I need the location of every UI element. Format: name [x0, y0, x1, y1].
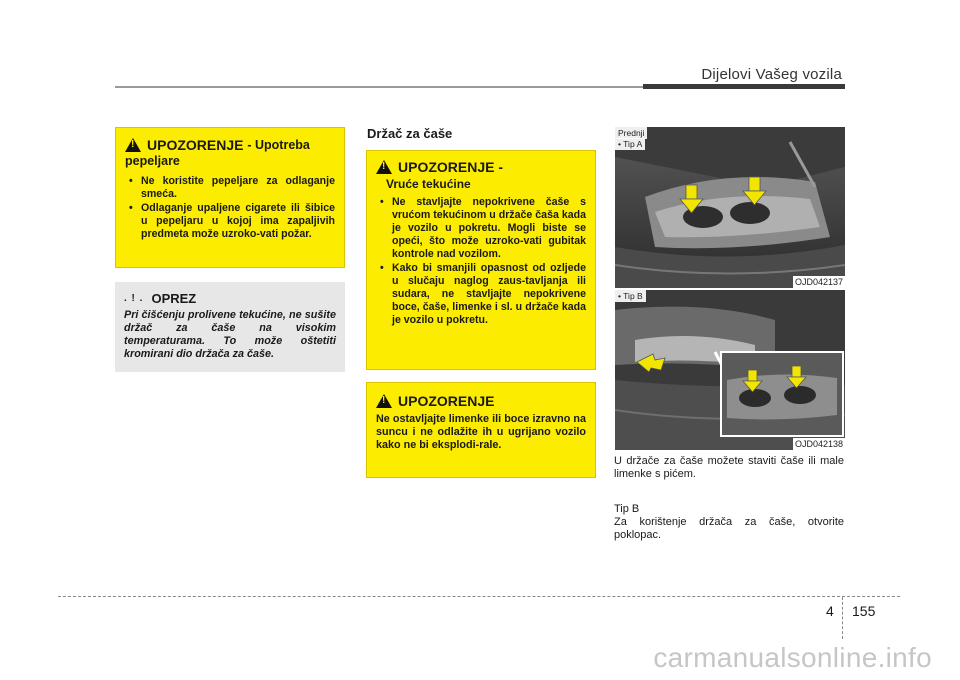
list-item: • Ne koristite pepeljare za odlaganje smeća. [125, 175, 335, 201]
list-item: • Ne stavljajte nepokrivene čaše s vrućom tekućinom u držače čaša kada je vozilo u pokretu. Mogli biste se opeći, što može uzroko-vati gubitak kontrole nad vozilom. [376, 196, 586, 261]
list-item: • Odlaganje upaljene cigarete ili šibice u pepeljaru u kojoj ima zapaljivih predmeta može uzroko-vati požar. [125, 202, 335, 241]
cupholder-b-illustration [615, 290, 845, 450]
warning-triangle-icon [376, 160, 392, 174]
caution-heading-label: OPREZ [151, 291, 197, 306]
warning-list [125, 175, 335, 241]
cupholder-a-illustration [615, 127, 845, 288]
footer-divider [58, 596, 900, 597]
caution-heading [124, 291, 336, 306]
warning-subheading: pepeljare [125, 154, 180, 168]
warning-heading [376, 159, 586, 175]
caution-exclamation-icon: . ! . [124, 293, 144, 304]
section-title: Držač za čaše [367, 126, 453, 141]
footer-divider-vertical [842, 597, 843, 639]
warning-list [376, 196, 586, 327]
warning-triangle-icon [125, 138, 141, 152]
photo-label-type-a: • Tip A [615, 138, 645, 150]
photo-label-front: Prednji [615, 127, 647, 139]
photo-code: OJD042138 [794, 439, 843, 449]
photo-code: OJD042137 [794, 277, 843, 287]
photo-cupholder-type-b [615, 290, 845, 450]
chapter-number: 4 [826, 603, 834, 619]
body-paragraph: U držače za čaše možete staviti čaše ili male limenke s pićem. [614, 455, 844, 480]
photo-cupholder-type-a [615, 127, 845, 288]
photo-label-type-b: • Tip B [615, 290, 646, 302]
warning-box-ashtray [115, 127, 345, 268]
warning-heading-suffix: - Upotreba [247, 138, 310, 152]
warning-text: Ne ostavljajte limenke ili boce izravno na suncu i ne odlažite ih u ugrijano vozilo kako ne bi eksplodi-rale. [376, 413, 586, 451]
body-paragraph: Za korištenje držača za čaše, otvorite poklopac. [614, 516, 844, 541]
warning-subheading: Vruće tekućine [386, 177, 471, 191]
warning-box-hot-liquids [366, 150, 596, 370]
section-header-title: Dijelovi Vašeg vozila [701, 66, 842, 83]
warning-heading-label: UPOZORENJE [398, 393, 495, 409]
page-number: 155 [852, 603, 876, 619]
warning-heading [376, 393, 586, 409]
watermark-text: carmanualsonline.info [653, 642, 932, 673]
warning-heading-label: UPOZORENJE [147, 137, 244, 153]
warning-heading [125, 137, 335, 153]
header-divider-accent [643, 84, 845, 89]
caution-text: Pri čišćenju prolivene tekućine, ne sušite držač za čaše na visokim temperaturama. To može oštetiti kromirani dio držača za čaše. [124, 309, 336, 360]
caution-box-spills [115, 282, 345, 372]
list-item: • Kako bi smanjili opasnost od ozljede u slučaju naglog zaus-tavljanja ili sudara, ne stavljajte nepokrivene boce, čaše, limenke i sl. u držače kada je vozilo u pokretu. [376, 262, 586, 327]
warning-triangle-icon [376, 394, 392, 408]
body-subtitle: Tip B [614, 503, 640, 515]
warning-box-cans [366, 382, 596, 478]
warning-heading-label: UPOZORENJE - [398, 159, 504, 175]
